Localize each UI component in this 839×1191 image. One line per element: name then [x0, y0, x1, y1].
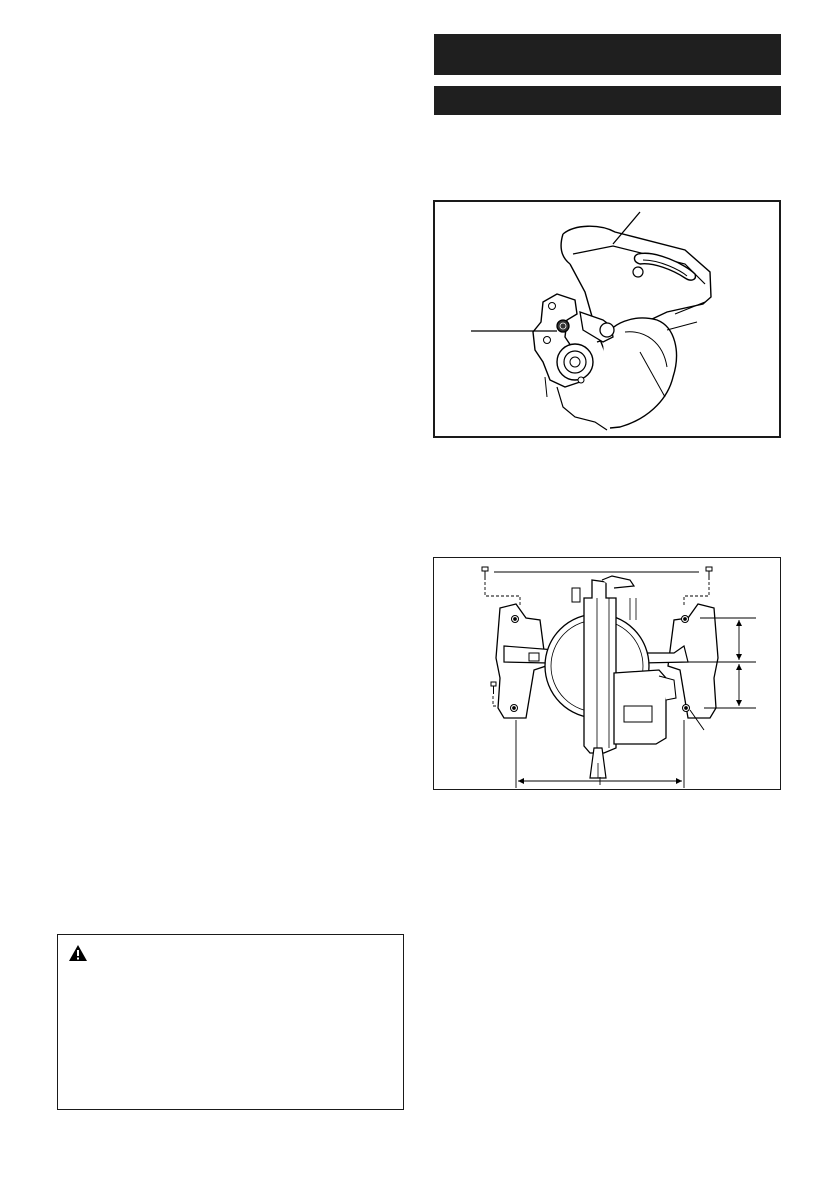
- section-heading-bar: [434, 34, 781, 75]
- warning-triangle-icon: [68, 944, 88, 962]
- spindle-lock-illustration: [435, 202, 779, 436]
- base-mounting-illustration: [434, 558, 779, 788]
- subsection-heading-bar: [434, 86, 781, 115]
- figure-base-mounting: [433, 557, 781, 790]
- warning-box: [57, 934, 404, 1110]
- figure-spindle-lock: [433, 200, 781, 438]
